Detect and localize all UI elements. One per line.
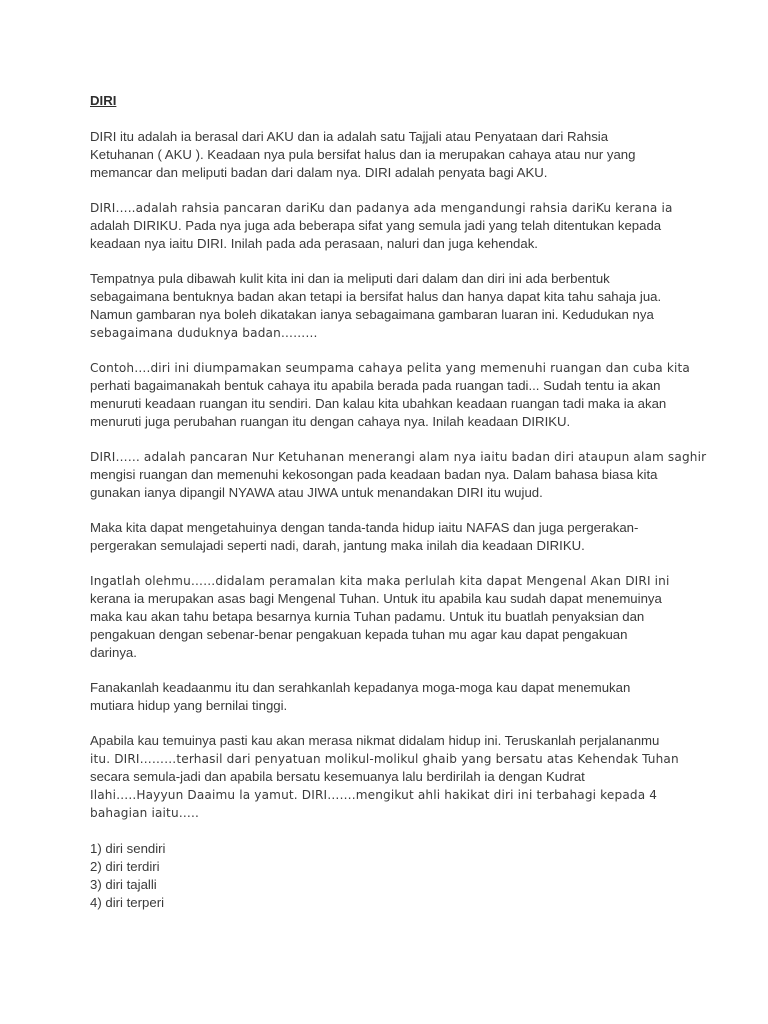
document-body xyxy=(90,92,707,912)
paragraph-line: mengisi ruangan dan memenuhi kekosongan pada keadaan badan nya. Dalam bahasa biasa kita xyxy=(90,467,658,482)
paragraph-line: Ingatlah olehmu……didalam peramalan kita maka perlulah kita dapat Mengenal Akan DIRI ini xyxy=(90,574,670,588)
paragraph-line: adalah DIRIKU. Pada nya juga ada beberapa sifat yang semula jadi yang telah ditentukan kepada xyxy=(90,218,662,233)
paragraph-line: Contoh….diri ini diumpamakan seumpama cahaya pelita yang memenuhi ruangan dan cuba kita xyxy=(90,361,690,375)
paragraph-line: DIRI itu adalah ia berasal dari AKU dan ia adalah satu Tajjali atau Penyataan dari Rahsia xyxy=(90,129,609,144)
paragraph xyxy=(90,128,680,182)
paragraph-line: pengakuan dengan sebenar-benar pengakuan kepada tuhan mu agar kau dapat pengakuan xyxy=(90,627,628,642)
paragraph xyxy=(90,679,680,715)
paragraph-line: Ketuhanan ( AKU ). Keadaan nya pula bersifat halus dan ia merupakan cahaya atau nur yang xyxy=(90,147,636,162)
list-item: 1) diri sendiri xyxy=(90,841,166,856)
paragraph-line: Maka kita dapat mengetahuinya dengan tanda-tanda hidup iaitu NAFAS dan juga pergerakan- xyxy=(90,520,639,535)
paragraph-line: secara semula-jadi dan apabila bersatu kesemuanya lalu berdirilah ia dengan Kudrat xyxy=(90,769,585,784)
paragraph-line: Apabila kau temuinya pasti kau akan merasa nikmat didalam hidup ini. Teruskanlah perjalananmu xyxy=(90,733,660,748)
paragraph xyxy=(90,519,680,555)
paragraph-line: Fanakanlah keadaanmu itu dan serahkanlah kepadanya moga-moga kau dapat menemukan xyxy=(90,680,631,695)
paragraph-container xyxy=(90,128,707,822)
paragraph-line: Namun gambaran nya boleh dikatakan ianya sebagaimana gambaran luaran ini. Kedudukan nya xyxy=(90,307,654,322)
paragraph-line: menuruti juga perubahan ruangan itu dengan cahaya nya. Inilah keadaan DIRIKU. xyxy=(90,414,571,429)
paragraph-line: itu. DIRI………terhasil dari penyatuan molikul-molikul ghaib yang bersatu atas Kehendak Tuhan xyxy=(90,752,679,766)
paragraph-line: Ilahi…..Hayyun Daaimu la yamut. DIRI…….mengikut ahli hakikat diri ini terbahagi kepada 4 xyxy=(90,788,658,802)
paragraph-line: DIRI…..adalah rahsia pancaran dariKu dan padanya ada mengandungi rahsia dariKu kerana ia xyxy=(90,201,673,215)
paragraph-line: darinya. xyxy=(90,645,137,660)
document-title: DIRI xyxy=(90,93,117,108)
list-item: 3) diri tajalli xyxy=(90,877,157,892)
paragraph-line: mutiara hidup yang bernilai tinggi. xyxy=(90,698,288,713)
paragraph-line: menuruti keadaan ruangan itu sendiri. Dan kalau kita ubahkan keadaan ruangan tadi maka ia akan xyxy=(90,396,667,411)
paragraph-line: DIRI…… adalah pancaran Nur Ketuhanan menerangi alam nya iaitu badan diri ataupun alam saghir xyxy=(90,450,707,464)
paragraph-line: gunakan ianya dipangil NYAWA atau JIWA untuk menandakan DIRI itu wujud. xyxy=(90,485,543,500)
list-item: 2) diri terdiri xyxy=(90,859,160,874)
paragraph xyxy=(90,572,680,662)
paragraph-line: perhati bagaimanakah bentuk cahaya itu apabila berada pada ruangan tadi... Sudah tentu ia akan xyxy=(90,378,661,393)
paragraph xyxy=(90,359,690,431)
paragraph-line: sebagaimana duduknya badan……… xyxy=(90,326,318,340)
numbered-list xyxy=(90,840,680,912)
paragraph-line: Tempatnya pula dibawah kulit kita ini dan ia meliputi dari dalam dan diri ini ada berbentuk xyxy=(90,271,610,286)
paragraph xyxy=(90,732,680,822)
paragraph-line: sebagaimana bentuknya badan akan tetapi ia bersifat halus dan hanya dapat kita tahu sahaja jua. xyxy=(90,289,662,304)
paragraph xyxy=(90,270,680,342)
paragraph-line: memancar dan meliputi badan dari dalam nya. DIRI adalah penyata bagi AKU. xyxy=(90,165,548,180)
paragraph-line: pergerakan semulajadi seperti nadi, darah, jantung maka inilah dia keadaan DIRIKU. xyxy=(90,538,585,553)
list-item: 4) diri terperi xyxy=(90,895,165,910)
paragraph xyxy=(90,199,680,253)
paragraph-line: bahagian iaitu….. xyxy=(90,806,199,820)
paragraph xyxy=(90,448,707,502)
paragraph-line: keadaan nya iaitu DIRI. Inilah pada ada perasaan, naluri dan juga kehendak. xyxy=(90,236,538,251)
paragraph-line: maka kau akan tahu betapa besarnya kurnia Tuhan padamu. Untuk itu buatlah penyaksian dan xyxy=(90,609,645,624)
paragraph-line: kerana ia merupakan asas bagi Mengenal Tuhan. Untuk itu apabila kau sudah dapat menemuinya xyxy=(90,591,662,606)
